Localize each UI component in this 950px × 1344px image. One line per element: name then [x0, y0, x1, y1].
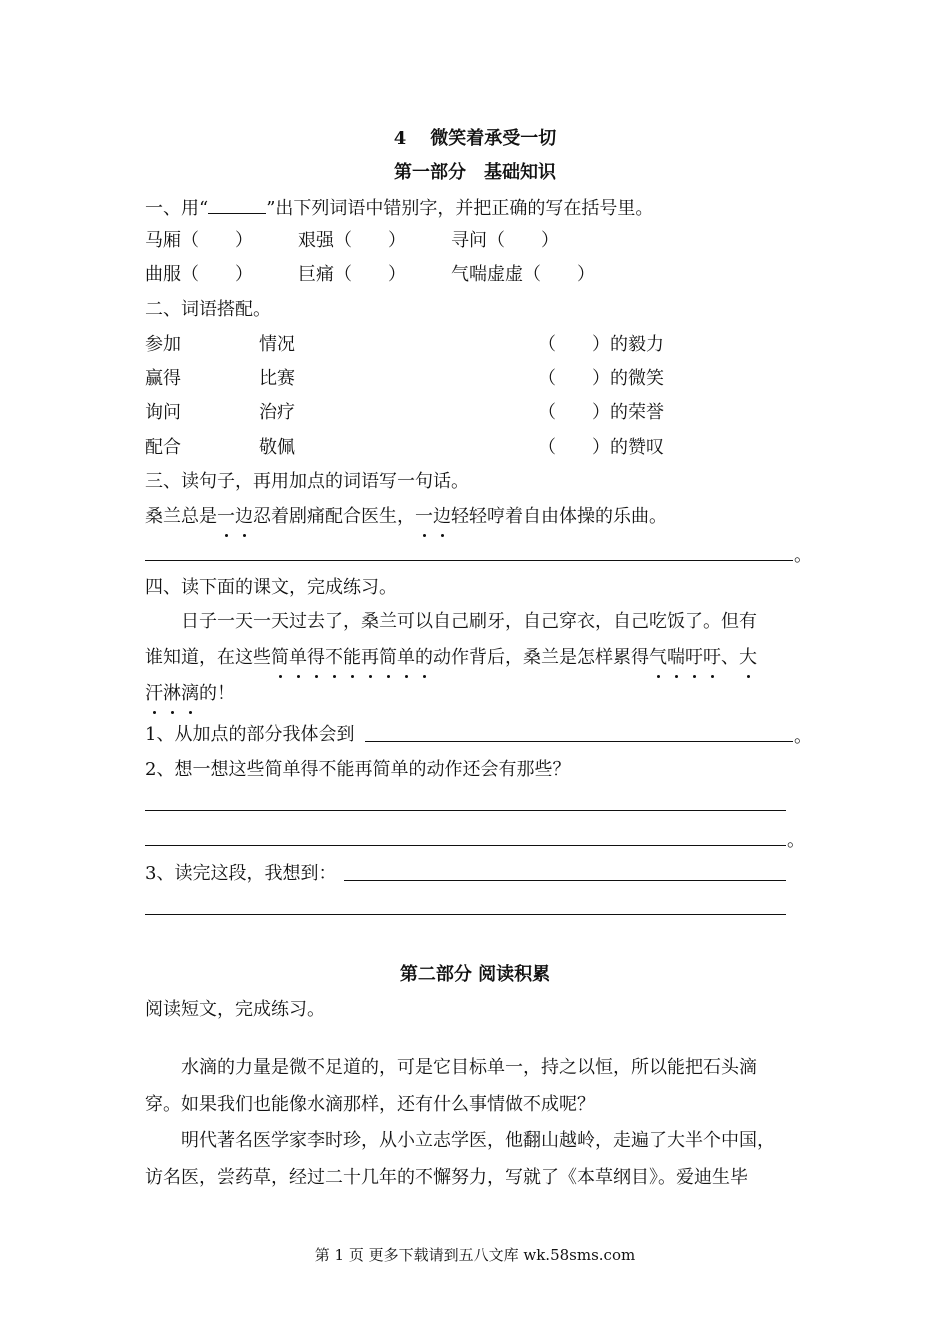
match-left-3: 询问 [145, 402, 181, 423]
word-item-2: 艰强（ ） [298, 230, 406, 251]
question-3: 3、读完这段，我想到： [145, 863, 337, 884]
match-mid-3: 治疗 [259, 402, 295, 423]
word-item-5: 巨痛（ ） [298, 264, 406, 285]
match-mid-2: 比赛 [259, 368, 295, 389]
match-mid-4: 敬佩 [259, 437, 295, 458]
section-four-heading: 四、读下面的课文，完成练习。 [145, 577, 397, 598]
section-three-heading: 三、读句子，再用加点的词语写一句话。 [145, 471, 469, 492]
answer-line-q2b[interactable] [145, 845, 786, 846]
match-right-1: （ ）的毅力 [538, 334, 664, 355]
match-left-2: 赢得 [145, 368, 181, 389]
part-one-title: 第一部分 基础知识 [394, 162, 556, 183]
reading-line-2: 穿。如果我们也能像水滴那样，还有什么事情做不成呢？ [145, 1094, 595, 1115]
part-two-instruction: 阅读短文，完成练习。 [145, 999, 325, 1020]
section-one-heading: 一、用“ ”出下列词语中错别字，并把正确的写在括号里。 [145, 198, 654, 219]
question-1: 1、从加点的部分我体会到 [145, 724, 355, 745]
passage-line-1: 日子一天一天过去了，桑兰可以自己刷牙，自己穿衣，自己吃饭了。但有 [181, 611, 757, 632]
passage-line-3: 汗淋漓的！ [145, 683, 235, 704]
word-item-3: 寻问（ ） [451, 230, 559, 251]
word-item-1: 马厢（ ） [145, 230, 253, 251]
question-2: 2、想一想这些简单得不能再简单的动作还会有那些？ [145, 759, 571, 780]
match-right-4: （ ）的赞叹 [538, 437, 664, 458]
answer-line-s3[interactable] [145, 560, 793, 561]
word-item-6: 气喘虚虚（ ） [451, 264, 595, 285]
period-mark-q2: 。 [787, 830, 805, 851]
reading-line-3: 明代著名医学家李时珍，从小立志学医，他翻山越岭，走遍了大半个中国， [181, 1130, 775, 1151]
answer-line-q1[interactable] [365, 741, 793, 742]
page-footer: 第 1 页 更多下载请到五八文库 wk.58sms.com [314, 1246, 636, 1264]
match-left-1: 参加 [145, 334, 181, 355]
period-mark-q1: 。 [794, 726, 812, 747]
section-three-sentence: 桑兰总是一边忍着剧痛配合医生，一边轻轻哼着自由体操的乐曲。 [145, 506, 667, 527]
match-left-4: 配合 [145, 437, 181, 458]
match-mid-1: 情况 [259, 334, 295, 355]
answer-line-q3b[interactable] [145, 914, 786, 915]
match-right-3: （ ）的荣誉 [538, 402, 664, 423]
lesson-title: 4 微笑着承受一切 [393, 128, 557, 149]
section-two-heading: 二、词语搭配。 [145, 299, 271, 320]
reading-line-1: 水滴的力量是微不足道的，可是它目标单一，持之以恒，所以能把石头滴 [181, 1057, 757, 1078]
underline-sample [208, 197, 266, 214]
passage-line-2: 谁知道，在这些简单得不能再简单的动作背后，桑兰是怎样累得气喘吁吁、大 [145, 647, 757, 668]
match-right-2: （ ）的微笑 [538, 368, 664, 389]
answer-line-q3a[interactable] [344, 880, 786, 881]
answer-line-q2a[interactable] [145, 810, 786, 811]
period-mark: 。 [794, 545, 812, 566]
word-item-4: 曲服（ ） [145, 264, 253, 285]
reading-line-4: 访名医，尝药草，经过二十几年的不懈努力，写就了《本草纲目》。爱迪生毕 [145, 1167, 748, 1188]
part-two-title: 第二部分 阅读积累 [399, 964, 551, 985]
